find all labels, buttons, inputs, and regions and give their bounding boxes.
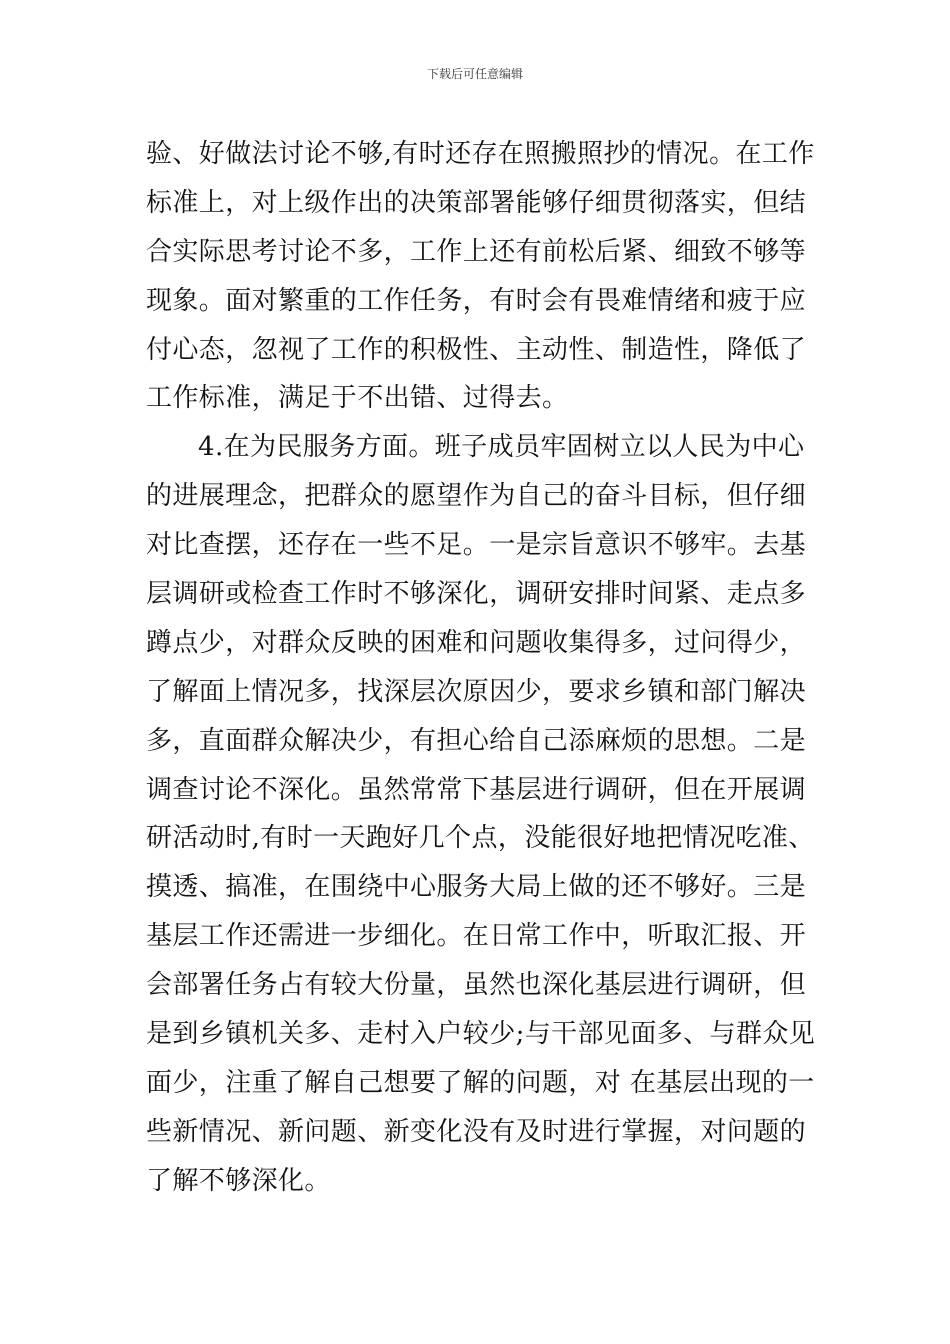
text-line: 的进展理念，把群众的愿望作为自己的奋斗目标，但仔细: [146, 481, 807, 512]
paragraph-start-line: 4.在为民服务方面。班子成员牢固树立以人民为中心: [198, 432, 805, 463]
text-line: 调查讨论不深化。虽然常常下基层进行调研，但在开展调: [146, 774, 807, 805]
text-line: 摸透、搞准，在围绕中心服务大局上做的还不够好。三是: [146, 872, 807, 903]
text-line: 对比查摆，还存在一些不足。一是宗旨意识不够牢。去基: [146, 530, 807, 561]
text-line: 些新情况、新问题、新变化没有及时进行掌握，对问题的: [146, 1116, 807, 1147]
page-header: 下载后可任意编辑: [426, 67, 523, 81]
text-line: 面少，注重了解自己想要了解的问题，对 在基层出现的一: [146, 1067, 815, 1098]
text-line: 基层工作还需进一步细化。在日常工作中，听取汇报、开: [146, 921, 807, 952]
text-line: 现象。面对繁重的工作任务，有时会有畏难情绪和疲于应: [146, 285, 807, 316]
text-line: 标准上，对上级作出的决策部署能够仔细贯彻落实，但结: [146, 187, 807, 218]
text-line: 了解不够深化。: [146, 1165, 331, 1196]
text-line: 付心态，忽视了工作的积极性、主动性、制造性，降低了: [146, 334, 807, 365]
text-line: 研活动时,有时一天跑好几个点，没能很好地把情况吃准、: [146, 823, 815, 854]
text-line: 多，直面群众解决少，有担心给自己添麻烦的思想。二是: [146, 725, 807, 756]
text-line: 验、好做法讨论不够,有时还存在照搬照抄的情况。在工作: [146, 139, 815, 169]
text-line: 层调研或检查工作时不够深化，调研安排时间紧、走点多: [146, 579, 807, 610]
text-line: 工作标准，满足于不出错、过得去。: [146, 383, 569, 414]
text-line: 蹲点少，对群众反映的困难和问题收集得多，过问得少，: [146, 627, 807, 658]
text-line: 会部署任务占有较大份量，虽然也深化基层进行调研，但: [146, 970, 807, 1001]
body-text: [146, 130, 816, 1206]
text-line: 了解面上情况多，找深层次原因少，要求乡镇和部门解决: [146, 676, 807, 707]
text-line: 是到乡镇机关多、走村入户较少;与干部见面多、与群众见: [146, 1019, 816, 1050]
text-line: 合实际思考讨论不多，工作上还有前松后紧、细致不够等: [146, 236, 807, 267]
